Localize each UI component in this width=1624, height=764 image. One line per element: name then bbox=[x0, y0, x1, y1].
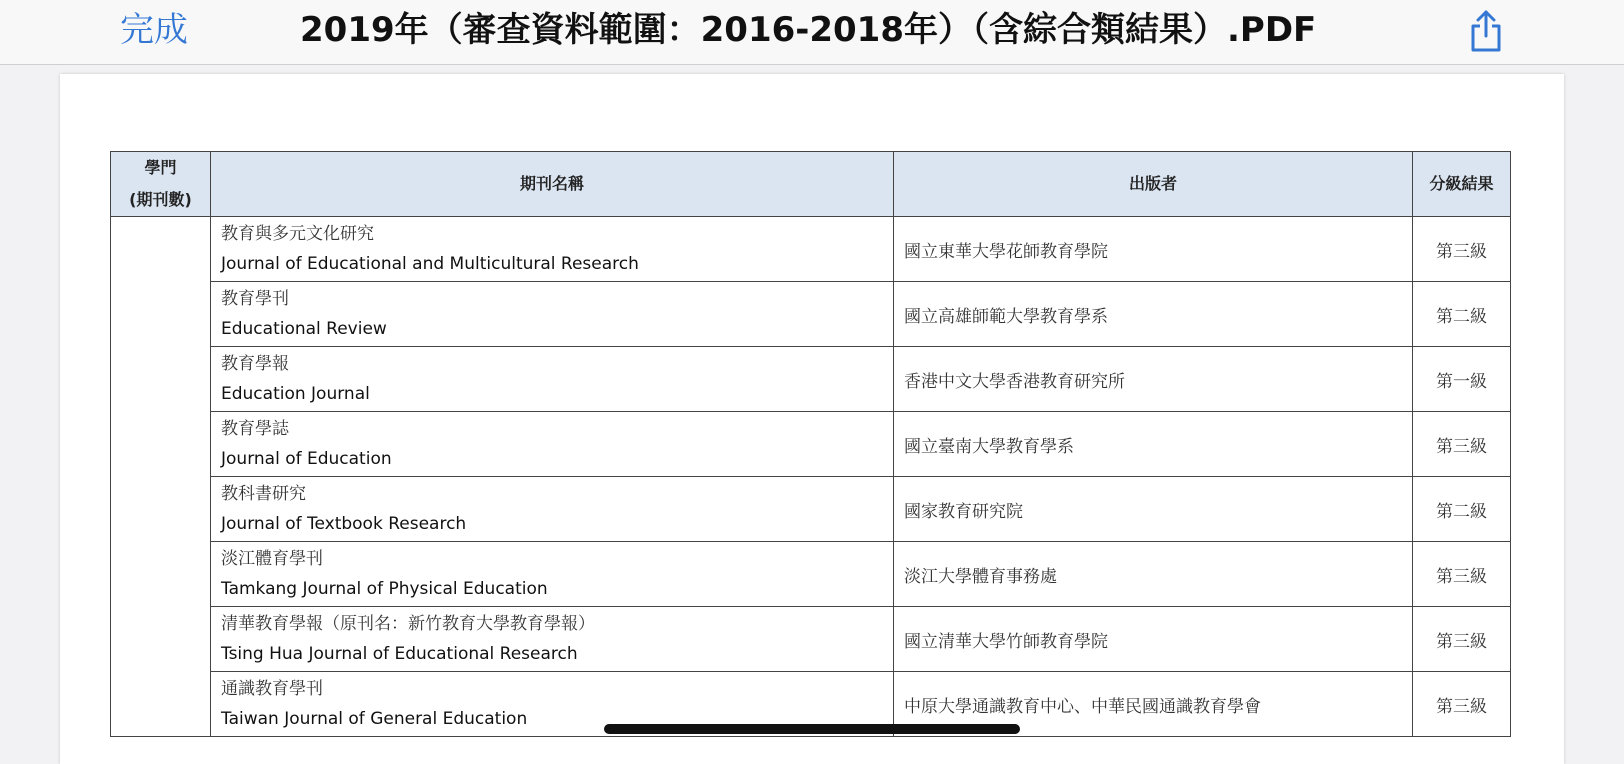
publisher-cell: 淡江大學體育事務處 bbox=[894, 542, 1413, 607]
journal-name-en: Tamkang Journal of Physical Education bbox=[221, 579, 548, 599]
journal-name-cell bbox=[211, 282, 894, 347]
journal-name-en: Journal of Textbook Research bbox=[221, 514, 467, 534]
publisher-cell: 國立東華大學花師教育學院 bbox=[894, 217, 1413, 282]
field-cell bbox=[111, 217, 211, 737]
table-row bbox=[111, 282, 1511, 347]
navigation-bar bbox=[0, 0, 1624, 65]
grade-cell: 第三級 bbox=[1413, 542, 1511, 607]
header-journal-name: 期刊名稱 bbox=[211, 152, 894, 217]
table-row bbox=[111, 607, 1511, 672]
grade-cell: 第三級 bbox=[1413, 412, 1511, 477]
journal-name-zh: 淡江體育學刊 bbox=[221, 549, 323, 569]
header-field-count: (期刊數) bbox=[129, 190, 192, 209]
journal-name-en: Education Journal bbox=[221, 384, 370, 404]
publisher-cell: 中原大學通識教育中心、中華民國通識教育學會 bbox=[894, 672, 1413, 737]
journal-name-cell bbox=[211, 542, 894, 607]
share-icon[interactable] bbox=[1468, 8, 1504, 52]
publisher-cell: 國家教育研究院 bbox=[894, 477, 1413, 542]
journal-name-cell bbox=[211, 477, 894, 542]
journal-name-cell bbox=[211, 607, 894, 672]
journal-name-en: Educational Review bbox=[221, 319, 387, 339]
grade-cell: 第三級 bbox=[1413, 607, 1511, 672]
grade-cell: 第二級 bbox=[1413, 477, 1511, 542]
journal-name-zh: 教科書研究 bbox=[221, 484, 306, 504]
document-title: 2019年（審查資料範圍：2016-2018年）（含綜合類結果）.PDF bbox=[300, 10, 1317, 50]
journal-name-zh: 教育學報 bbox=[221, 354, 289, 374]
grade-cell: 第一級 bbox=[1413, 347, 1511, 412]
publisher-cell: 國立高雄師範大學教育學系 bbox=[894, 282, 1413, 347]
journal-name-zh: 教育學刊 bbox=[221, 289, 289, 309]
journal-rating-table bbox=[110, 151, 1511, 737]
journal-name-cell bbox=[211, 412, 894, 477]
home-indicator bbox=[604, 724, 1020, 734]
journal-name-zh: 教育學誌 bbox=[221, 419, 289, 439]
table-row bbox=[111, 217, 1511, 282]
header-field bbox=[111, 152, 211, 217]
journal-name-en: Taiwan Journal of General Education bbox=[221, 709, 528, 729]
grade-cell: 第三級 bbox=[1413, 217, 1511, 282]
header-field-label: 學門 bbox=[144, 158, 177, 177]
table-row bbox=[111, 412, 1511, 477]
pdf-page[interactable] bbox=[60, 74, 1564, 764]
journal-name-en: Journal of Educational and Multicultural Research bbox=[221, 254, 639, 274]
header-grade: 分級結果 bbox=[1413, 152, 1511, 217]
journal-name-zh: 通識教育學刊 bbox=[221, 679, 323, 699]
publisher-cell: 香港中文大學香港教育研究所 bbox=[894, 347, 1413, 412]
publisher-cell: 國立清華大學竹師教育學院 bbox=[894, 607, 1413, 672]
journal-name-zh: 清華教育學報（原刊名：新竹教育大學教育學報） bbox=[221, 614, 595, 634]
journal-name-cell bbox=[211, 217, 894, 282]
table-row bbox=[111, 477, 1511, 542]
table-row bbox=[111, 347, 1511, 412]
journal-name-zh: 教育與多元文化研究 bbox=[221, 224, 374, 244]
journal-name-en: Tsing Hua Journal of Educational Research bbox=[221, 644, 578, 664]
grade-cell: 第二級 bbox=[1413, 282, 1511, 347]
journal-name-cell bbox=[211, 347, 894, 412]
table-row bbox=[111, 542, 1511, 607]
done-button[interactable]: 完成 bbox=[120, 10, 188, 50]
grade-cell: 第三級 bbox=[1413, 672, 1511, 737]
header-publisher: 出版者 bbox=[894, 152, 1413, 217]
table-header-row bbox=[111, 152, 1511, 217]
publisher-cell: 國立臺南大學教育學系 bbox=[894, 412, 1413, 477]
journal-name-en: Journal of Education bbox=[221, 449, 392, 469]
